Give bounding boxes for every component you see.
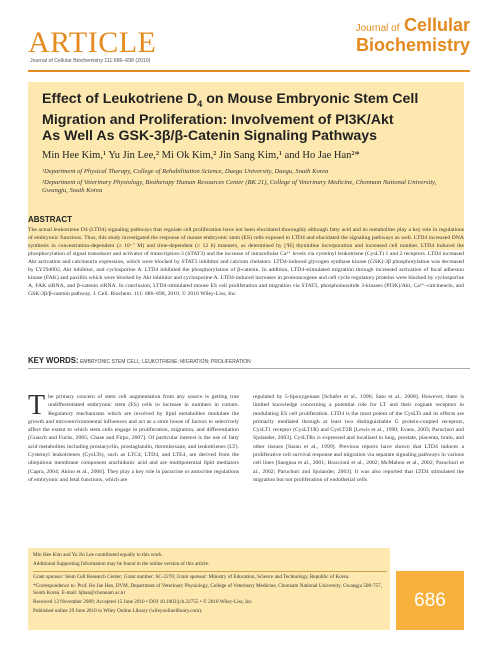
- abstract-text: The actual leukotriene D4 (LTD4) signaling pathways that regulate cell proliferation have not been elucidated thoroughly although fatty acid and its metabolites play a key role in regulations of embryonic functions. Thus, this study investigated the response of mouse embryonic stem (ES) cells exposed to LTD4 and elucidated the signaling pathways as well. LTD4 increased DNA synthesis in concentration-dependent (≥ 10⁻⁷ M) and time-dependent (≥ 12 h) manners, as determined by [³H] thymidine incorporation and increased cell number. LTD4 induced the phosphorylation of signal transducer and activator of transcription-3 (STAT3) and the increase of intracellular Ca²⁺ levels via cysteinyl leukotriene (CysLT) 1 and 2 receptors. LTD4 increased Akt activation and calcineurin expression, which were blocked by STAT3 inhibitor and calcium chelators. LTD4-induced glycogen synthase kinase (GSK)-3β phosphorylation was decreased by LY294002, Akt inhibitor, and cyclosporine A. LTD4 inhibited the phosphorylation of β-catenin. In addition, LTD4-stimulated migration through increased activation of focal adhesion kinase (FAK) and paxillin which were blocked by Akt inhibitor and cyclosporine A. LTD4-induced increases in protooncogene and cell cycle regulatory proteins were blocked by cyclosporine A, FAK siRNA, and β-catenin siRNA. In conclusion, LTD4-stimulated mouse ES cell proliferation and migration via STAT3, phosphoinositide 3-kinases (PI3K)/Akt, Ca²⁺–calcineurin, and GSK-3β/β-catenin pathway. J. Cell. Biochem. 111: 686–698, 2010. © 2010 Wiley-Liss, Inc.: [28, 227, 464, 297]
- journal-name-prefix: Journal of: [355, 23, 400, 34]
- journal-citation: Journal of Cellular Biochemistry 111:686–698 (2010): [30, 58, 151, 64]
- title-line-2: Migration and Proliferation: Involvement of PI3K/Akt: [42, 111, 394, 128]
- footnote-correspondence: *Correspondence to: Prof. Ho Jae Han, DVM, Department of Veterinary Physiology, College of Veterinary Medicine, Chonnam National University, Gwangju 500-757, South Korea. E-mail: hjhan@chonnam.ac.kr: [33, 582, 382, 596]
- article-title: [42, 91, 456, 144]
- header-rule: [28, 70, 470, 72]
- left-column-text: he primary concern of stem cell augmentation from any source is getting true undifferentiated embryonic stem (ES) cells to increase in numbers in culture. Regulatory mechanisms which are involved by lipid metabolites modulate the growth and microenvironmental influences and act as a store house of factors to selectively affect the extent to which stem cells engage in proliferation, migration, and differentiation [Guasch and Fuchs, 2005; Chase and Firpo, 2007]. Of particular interest is the use of fatty acid metabolites including prostacyclin, prostaglandin, thromboxane, and leukotrienes (LT). Cysteinyl leukotrienes (CysLTs), such as LTC4, LTD4, and LTE4, are derived from the ubiquitous membrane component arachidonic acid and are multipotential lipid mediators [Capra, 2004; Akino et al., 2006]. They play a key role in paracrine or autocrine regulations of embryonic and fetal functions, which are: [28, 394, 239, 483]
- journal-name-word2: Biochemistry: [355, 35, 470, 55]
- journal-name-word1: Cellular: [403, 15, 470, 35]
- article-label: ARTICLE: [28, 26, 157, 59]
- keywords-label: KEY WORDS:: [28, 356, 79, 365]
- footnote-equal-contribution: Min Hee Kim and Yu Jin Lee contributed equally to this work.: [33, 552, 163, 558]
- footnote-published: Published online 29 June 2010 in Wiley Online Library (wileyonlinelibrary.com).: [33, 608, 203, 614]
- keywords-text: EMBRYONIC STEM CELL; LEUKOTRIENE; MIGRATION; PROLIFERATION: [79, 359, 251, 365]
- abstract-heading: ABSTRACT: [28, 215, 72, 224]
- footnote-grants: Grant sponsor: Stem Cell Research Center; Grant number: SC-2270; Grant sponsor: Ministry of Education, Science and Technology, Republic of Korea.: [33, 573, 350, 580]
- keywords-line: [28, 356, 464, 365]
- keywords-rule: [28, 368, 470, 369]
- footnotes: [33, 552, 387, 617]
- page-number: 686: [414, 590, 446, 611]
- author-list: Min Hee Kim,¹ Yu Jin Lee,² Mi Ok Kim,² Jin Sang Kim,¹ and Ho Jae Han²*: [42, 150, 360, 161]
- title-line-1: Effect of Leukotriene $D_4$ on Mouse Embryonic Stem Cell: [42, 91, 419, 109]
- title-line-3: As Well As GSK-3β/β-Catenin Signaling Pathways: [42, 127, 378, 144]
- footnote-divider: [33, 571, 387, 572]
- footnote-received: Received 13 November 2009; Accepted 15 June 2010 • DOI 10.1002/jcb.22755 • © 2010 Wiley-Liss, Inc.: [33, 599, 254, 605]
- body-left-column: [28, 390, 239, 484]
- journal-logo: [356, 16, 470, 54]
- footnote-supporting-info: Additional Supporting Information may be found in the online version of this article.: [33, 561, 210, 567]
- body-right-column: regulated by 5-lipoxygenase [Schafer et al., 1996; Sato et al., 2008]. However, there is limited knowledge concerning a potential role for LT and their cognate receptors in modulating ES cell proliferation. LTD4 is the most potent of the CysLTs and its effects are primarily mediated through at least two distinguishable G protein-coupled receptors, CysLT1 receptor (CysLT1R) and CysLT2R [Lewis et al., 1990; Evans, 2003; Paruchuri and Sjolander, 2003]. CysLTRs is expressed and localized in lung, prostate, placenta, brain, and other tissues [Sarau et al., 1999]. Previous reports have shown that LTD4 induces a proliferative cell survival response and migration via separate signaling pathways in various cell lines [Saegusa et al., 2001; Braccioni et al., 2002; McMahon et al., 2002; Paruchuri et al., 2002; Paruchuri and Sjolander, 2003]. It was also reported that LTD4 stimulated the migration but not proliferation of endothelial cells: [253, 394, 464, 483]
- drop-cap: T: [28, 390, 46, 421]
- affiliation-2: ²Department of Veterinary Physiology, Biotherapy Human Resources Center (BK 21), College of Veterinary Medicine, Chonnam National University, Gwangju, South Korea: [42, 179, 437, 195]
- affiliation-1: ¹Department of Physical Therapy, College of Rehabilitation Science, Daegu University, Daegu, South Korea: [42, 168, 329, 175]
